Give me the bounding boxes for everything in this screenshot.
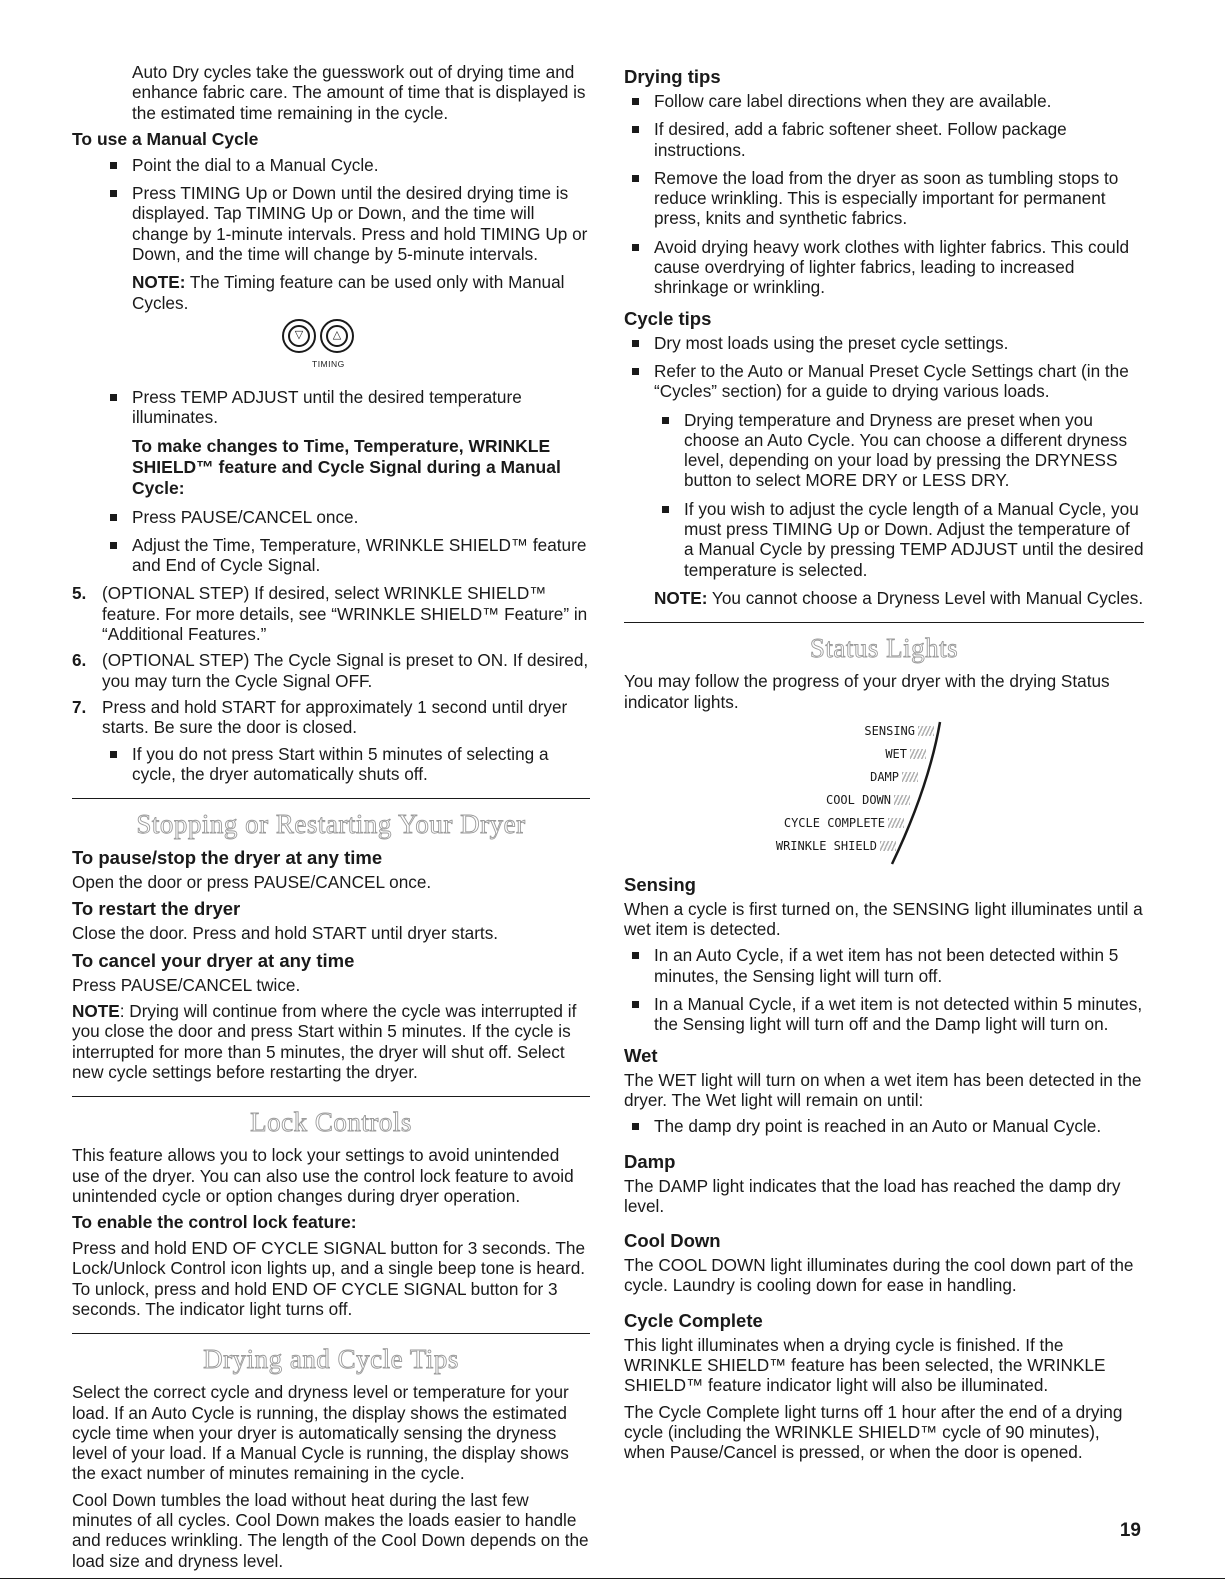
step7-list	[72, 744, 590, 785]
cycle-complete-text-2: The Cycle Complete light turns off 1 hour after the end of a drying cycle (including the WRINKLE SHIELD™ cycle of 90 minutes), when Pause/Cancel is pressed, or when the door is opened.	[624, 1401, 1123, 1463]
cancel-heading: To cancel your dryer at any time	[72, 949, 355, 971]
status-light-wet: WET	[885, 747, 926, 761]
status-light-damp: DAMP	[870, 770, 918, 784]
manual-cycle-heading: To use a Manual Cycle	[72, 128, 259, 149]
wet-text: The WET light will turn on when a wet item has been detected in the dryer. The Wet light will remain on until:	[624, 1069, 1142, 1110]
temp-list	[72, 387, 590, 428]
note-text: : Drying will continue from where the cycle was interrupted if you close the door and press Start within 5 minutes. If the cycle is interrupted for more than 5 minutes, the dryer will shut off. Select new cycle settings before restarting the dryer.	[72, 1001, 577, 1082]
note-text: The Timing feature can be used only with Manual Cycles.	[132, 272, 565, 313]
right-column	[624, 66, 1144, 1468]
left-column	[72, 62, 590, 1577]
list-item: Press PAUSE/CANCEL once.	[132, 507, 590, 527]
list-item: Refer to the Auto or Manual Preset Cycle Settings chart (in the “Cycles” section) for a guide to drying various loads.	[654, 361, 1144, 402]
timing-up-button[interactable]	[320, 319, 354, 353]
step-item	[72, 583, 590, 644]
status-lights-figure	[624, 718, 1144, 868]
step-number: 7.	[72, 696, 87, 717]
step-text: Press and hold START for approximately 1 second until dryer starts. Be sure the door is closed.	[102, 696, 568, 738]
tips-paragraph: Select the correct cycle and dryness level or temperature for your load. If an Auto Cycle is running, the display shows the estimated cycle time when your dryer is automatically sensing the dryness level of your load. If a Manual Cycle is running, the display shows the exact number of minutes remaining in the cycle.	[72, 1382, 569, 1484]
timing-note	[132, 272, 590, 313]
lock-section-title: Lock Controls	[250, 1107, 412, 1138]
drying-tips-list	[624, 91, 1144, 298]
sensing-list	[624, 945, 1144, 1034]
dryness-note	[654, 588, 1144, 608]
stopping-note	[72, 1001, 590, 1082]
steps-list	[72, 583, 590, 737]
pause-text: Open the door or press PAUSE/CANCEL once.	[72, 872, 432, 893]
step-number: 6.	[72, 650, 87, 671]
cycle-tips-list	[624, 333, 1144, 402]
timing-buttons-figure	[72, 319, 590, 381]
lock-intro: This feature allows you to lock your settings to avoid unintended use of the dryer. You can also use the control lock feature to avoid unintended cycle or option changes during dryer operation.	[72, 1145, 574, 1206]
cool-down-heading: Cool Down	[624, 1230, 721, 1252]
list-item: Press TEMP ADJUST until the desired temperature illuminates.	[132, 387, 590, 428]
step-item	[72, 697, 590, 738]
note-label: NOTE:	[132, 272, 186, 293]
auto-dry-intro: Auto Dry cycles take the guesswork out of drying time and enhance fabric care. The amount of time that is displayed is the estimated time remaining in the cycle.	[132, 62, 586, 123]
damp-heading: Damp	[624, 1150, 676, 1172]
list-item: Follow care label directions when they are available.	[654, 91, 1144, 111]
note-label: NOTE:	[654, 587, 708, 608]
light-indicator-icon	[888, 818, 904, 828]
drying-tips-heading: Drying tips	[624, 66, 721, 87]
bottom-divider	[0, 1578, 1225, 1579]
changes-heading: To make changes to Time, Temperature, WRINKLE SHIELD™ feature and Cycle Signal during a Manual Cycle:	[132, 435, 561, 498]
list-item: Dry most loads using the preset cycle settings.	[654, 333, 1144, 353]
restart-text: Close the door. Press and hold START until dryer starts.	[72, 923, 499, 944]
list-item: Drying temperature and Dryness are preset when you choose an Auto Cycle. You can choose a different dryness level, depending on your load by pressing the DRYNESS button to select MORE DRY or LESS DRY.	[684, 410, 1144, 491]
chevron-down-icon: ▽	[288, 325, 310, 347]
light-indicator-icon	[894, 795, 910, 805]
status-section-title: Status Lights	[809, 633, 959, 664]
light-indicator-icon	[910, 749, 926, 759]
lock-enable-text: Press and hold END OF CYCLE SIGNAL button for 3 seconds. The Lock/Unlock Control icon lights up, and a single beep tone is heard. To unlock, press and hold END OF CYCLE SIGNAL button for 3 seconds. The indicator light turns off.	[72, 1238, 586, 1319]
sensing-heading: Sensing	[624, 873, 696, 895]
status-light-cycle-complete: CYCLE COMPLETE	[784, 816, 904, 830]
section-divider	[624, 622, 1144, 623]
section-divider	[72, 1333, 590, 1334]
page-number: 19	[1119, 1520, 1141, 1541]
status-light-sensing: SENSING	[864, 724, 934, 738]
cancel-text: Press PAUSE/CANCEL twice.	[72, 974, 301, 995]
section-divider	[72, 1096, 590, 1097]
list-item: If desired, add a fabric softener sheet. Follow package instructions.	[654, 119, 1144, 160]
cool-down-text: The COOL DOWN light illuminates during the cool down part of the cycle. Laundry is cooling down for ease in handling.	[624, 1255, 1134, 1296]
light-indicator-icon	[918, 726, 934, 736]
cycle-sub-tips-list	[624, 410, 1144, 580]
list-item: If you wish to adjust the cycle length of a Manual Cycle, you must press TIMING Up or Down. Adjust the temperature of a Manual Cycle by pressing TEMP ADJUST until the desired temperature is selected.	[684, 498, 1144, 580]
timing-down-button[interactable]	[282, 319, 316, 353]
light-indicator-icon	[902, 772, 918, 782]
status-light-cool-down: COOL DOWN	[826, 793, 910, 807]
chevron-up-icon: △	[326, 325, 348, 347]
step-text: (OPTIONAL STEP) If desired, select WRINKLE SHIELD™ feature. For more details, see “WRINKLE SHIELD™ Feature” in “Additional Features.”	[102, 583, 588, 645]
wet-heading: Wet	[624, 1044, 658, 1066]
sensing-text: When a cycle is first turned on, the SENSING light illuminates until a wet item is detected.	[624, 898, 1143, 940]
list-item: Adjust the Time, Temperature, WRINKLE SHIELD™ feature and End of Cycle Signal.	[132, 535, 590, 576]
list-item: In a Manual Cycle, if a wet item is not detected within 5 minutes, the Sensing light will turn off and the Damp light will turn on.	[654, 994, 1143, 1035]
stopping-section-title: Stopping or Restarting Your Dryer	[136, 809, 526, 840]
list-item: In an Auto Cycle, if a wet item has not been detected within 5 minutes, the Sensing light will turn off.	[654, 945, 1144, 986]
timing-label: TIMING	[312, 358, 345, 369]
status-intro: You may follow the progress of your dryer with the drying Status indicator lights.	[624, 671, 1110, 712]
pause-heading: To pause/stop the dryer at any time	[72, 847, 383, 869]
list-item: If you do not press Start within 5 minutes of selecting a cycle, the dryer automatically shuts off.	[132, 744, 590, 785]
list-item: Press TIMING Up or Down until the desired drying time is displayed. Tap TIMING Up or Down, and the time will change by 1-minute intervals. Press and hold TIMING Up or Down, and the time will change by 5-minute intervals.	[132, 183, 590, 264]
list-item: Point the dial to a Manual Cycle.	[132, 155, 590, 175]
step-text: (OPTIONAL STEP) The Cycle Signal is preset to ON. If desired, you may turn the Cycle Signal OFF.	[102, 650, 589, 691]
list-item: Remove the load from the dryer as soon as tumbling stops to reduce wrinkling. This is especially important for permanent press, knits and synthetic fabrics.	[654, 168, 1144, 229]
restart-heading: To restart the dryer	[72, 898, 241, 920]
note-label: NOTE	[72, 1001, 120, 1022]
wet-list	[624, 1116, 1144, 1136]
status-light-wrinkle-shield: WRINKLE SHIELD	[776, 839, 896, 853]
tips-section-title: Drying and Cycle Tips	[203, 1344, 459, 1375]
tips-paragraph: Cool Down tumbles the load without heat during the last few minutes of all cycles. Cool Down makes the loads easier to handle and reduces wrinkling. The length of the Cool Down depends on the load size and dryness level.	[72, 1489, 589, 1571]
damp-text: The DAMP light indicates that the load has reached the damp dry level.	[624, 1175, 1121, 1216]
step-item	[72, 650, 590, 691]
cycle-complete-text: This light illuminates when a drying cycle is finished. If the WRINKLE SHIELD™ feature has been selected, the WRINKLE SHIELD™ feature indicator light will also be illuminated.	[624, 1334, 1106, 1396]
cycle-complete-heading: Cycle Complete	[624, 1309, 763, 1331]
manual-cycle-list	[72, 155, 590, 264]
cycle-tips-heading: Cycle tips	[624, 307, 712, 329]
section-divider	[72, 798, 590, 799]
changes-list	[72, 507, 590, 576]
note-text: You cannot choose a Dryness Level with Manual Cycles.	[707, 587, 1144, 608]
list-item: Avoid drying heavy work clothes with lighter fabrics. This could cause overdrying of lighter fabrics, leading to increased shrinkage or wrinkling.	[654, 237, 1144, 298]
step-number: 5.	[72, 583, 87, 604]
list-item: The damp dry point is reached in an Auto or Manual Cycle.	[654, 1116, 1144, 1136]
lock-enable-heading: To enable the control lock feature:	[72, 1212, 357, 1233]
light-indicator-icon	[880, 841, 896, 851]
